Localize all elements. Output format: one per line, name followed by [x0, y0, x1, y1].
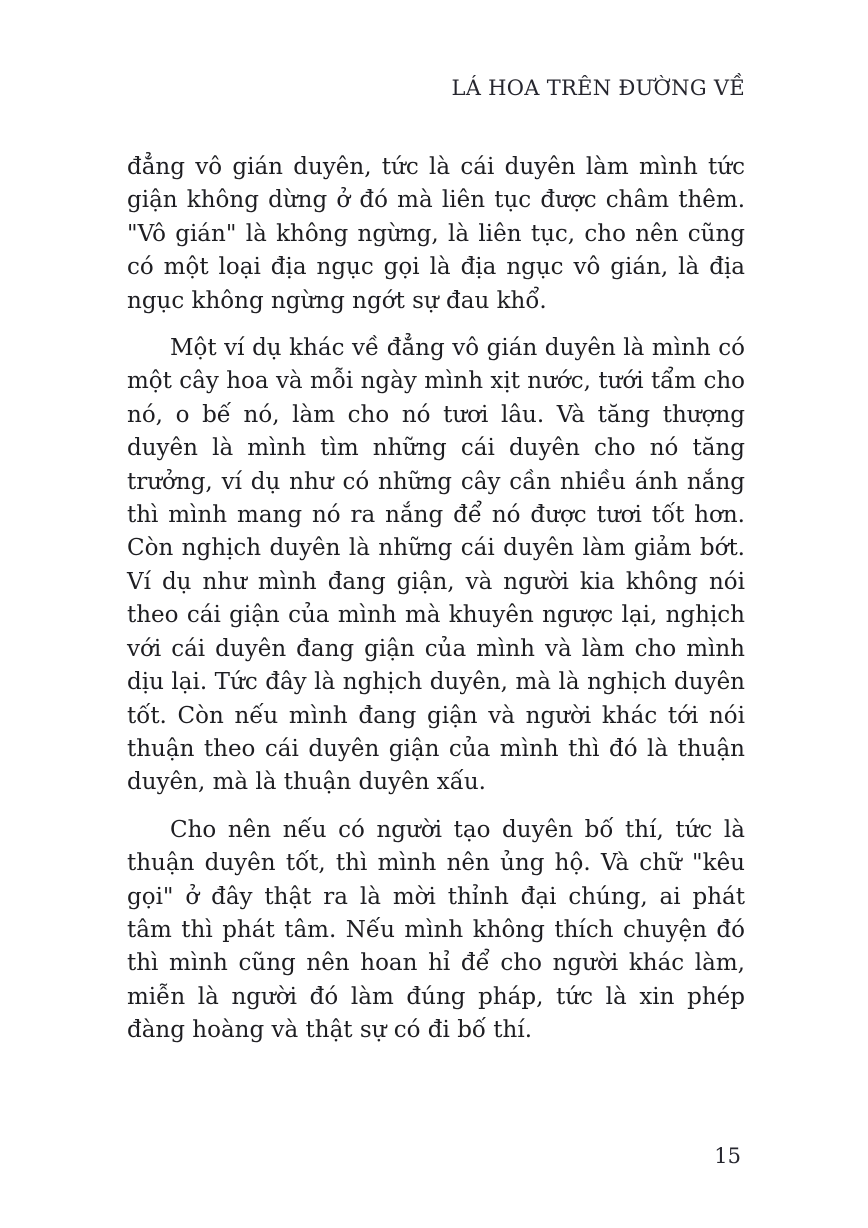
body-text	[127, 151, 745, 1062]
paragraph-continuation: đẳng vô gián duyên, tức là cái duyên làm mình tức giận không dừng ở đó mà liên tục được châm thêm. "Vô gián" là không ngừng, là liên tục, cho nên cũng có một loại địa ngục gọi là địa ngục vô gián, là địa ngục không ngừng ngớt sự đau khổ.	[127, 154, 745, 314]
paragraph: Cho nên nếu có người tạo duyên bố thí, tức là thuận duyên tốt, thì mình nên ủng hộ. Và chữ "kêu gọi" ở đây thật ra là mời thỉnh đại chúng, ai phát tâm thì phát tâm. Nếu mình không thích chuyện đó thì mình cũng nên hoan hỉ để cho người khác làm, miễn là người đó làm đúng pháp, tức là xin phép đàng hoàng và thật sự có đi bố thí.	[127, 816, 745, 1044]
page-number: 15	[714, 1144, 741, 1168]
running-header: LÁ HOA TRÊN ĐƯỜNG VỀ	[451, 76, 745, 100]
paragraph: Một ví dụ khác về đẳng vô gián duyên là mình có một cây hoa và mỗi ngày mình xịt nước, tưới tẩm cho nó, o bế nó, làm cho nó tươi lâu. Và tăng thượng duyên là mình tìm những cái duyên cho nó tăng trưởng, ví dụ như có những cây cần nhiều ánh nắng thì mình mang nó ra nắng để nó được tươi tốt hơn. Còn nghịch duyên là những cái duyên làm giảm bớt. Ví dụ như mình đang giận, và người kia không nói theo cái giận của mình mà khuyên ngược lại, nghịch với cái duyên đang giận của mình và làm cho mình dịu lại. Tức đây là nghịch duyên, mà là nghịch duyên tốt. Còn nếu mình đang giận và người khác tới nói thuận theo cái duyên giận của mình thì đó là thuận duyên, mà là thuận duyên xấu.	[127, 335, 745, 796]
